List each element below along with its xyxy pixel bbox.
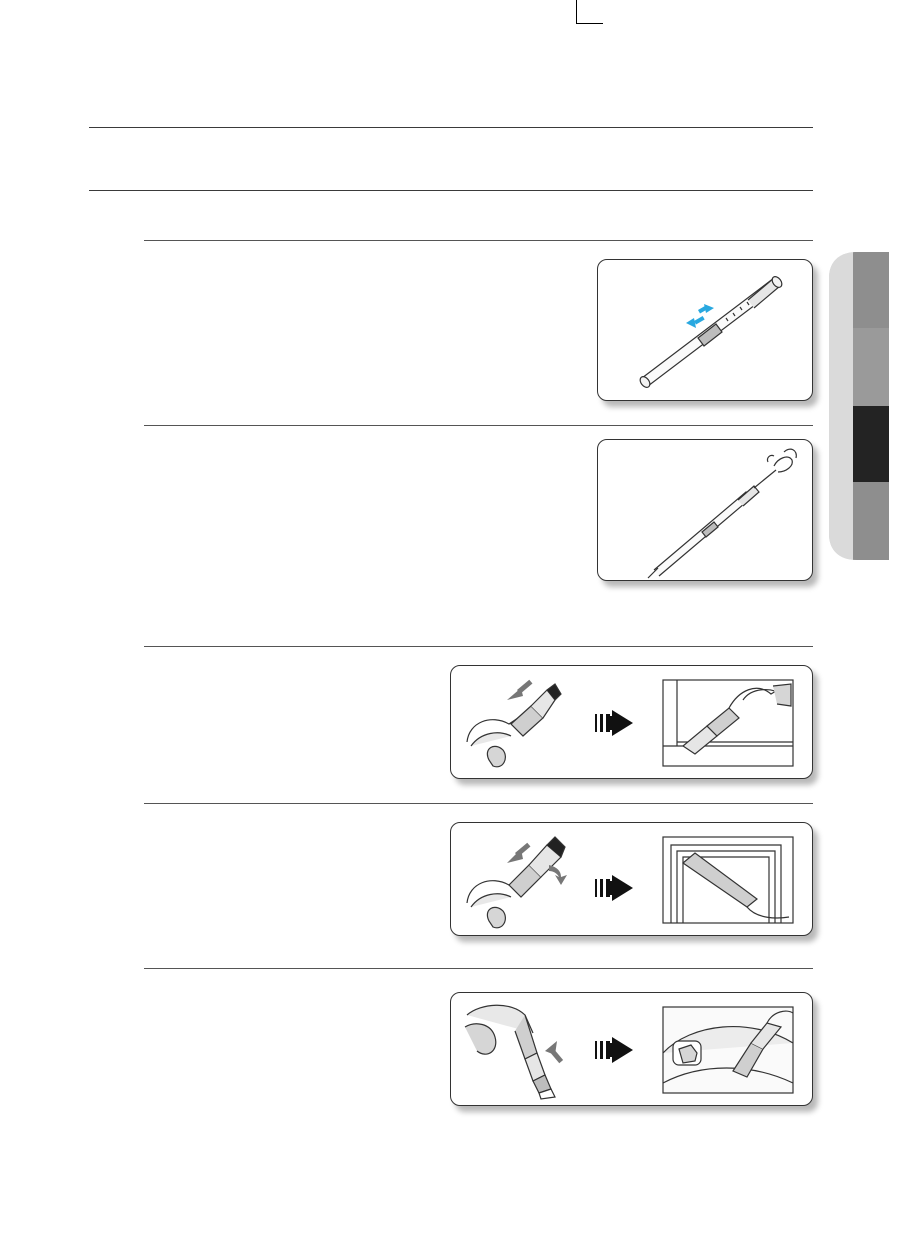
dusting-brush-attach-icon [451, 823, 812, 935]
chapter-tab-icon [829, 252, 889, 560]
figure-crevice-tool [450, 665, 813, 779]
figure-brush-tool [450, 822, 813, 936]
crop-mark-vertical [576, 0, 577, 24]
item-rule-2 [144, 425, 813, 426]
figure-upholstery-tool [450, 992, 813, 1106]
item-rule-1 [144, 240, 813, 241]
crevice-tool-attach-icon [451, 666, 812, 778]
section-header-rule-top [89, 127, 813, 128]
upholstery-tool-attach-icon [451, 993, 812, 1105]
section-header-rule-bottom [89, 190, 813, 191]
pipe-unclog-with-stick-icon [598, 440, 812, 580]
telescopic-pipe-adjust-icon [598, 260, 812, 400]
item-rule-4 [144, 803, 813, 804]
figure-pipe-unclog [597, 439, 813, 581]
chapter-side-tab [829, 252, 889, 560]
figure-telescopic-pipe [597, 259, 813, 401]
item-rule-5 [144, 968, 813, 969]
crop-mark-horizontal [577, 23, 603, 24]
item-rule-3 [144, 646, 813, 647]
